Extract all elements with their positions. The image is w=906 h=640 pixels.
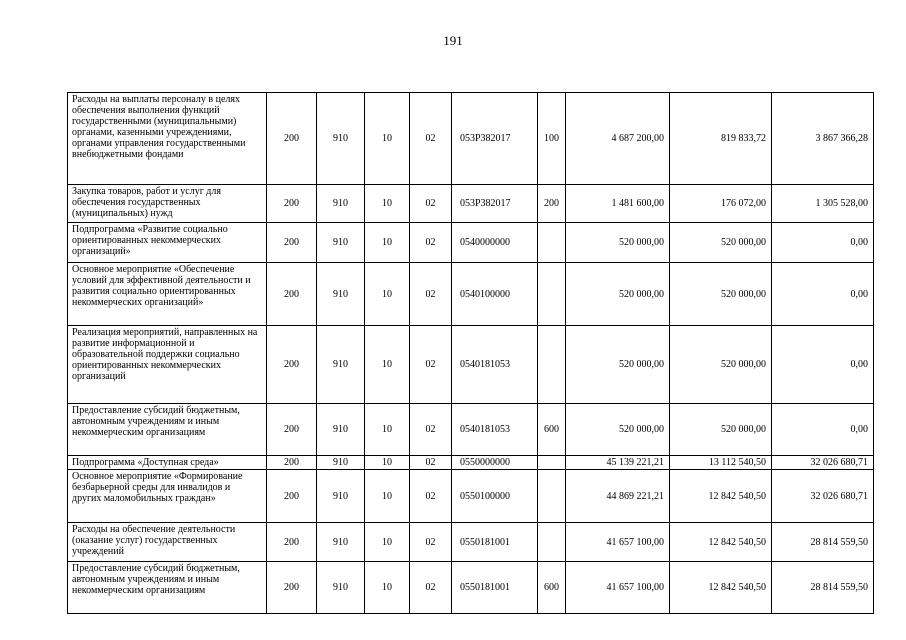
table-row: [68, 263, 874, 326]
cell-expense-kind: [538, 456, 566, 470]
cell-amount-3: 28 814 559,50: [772, 523, 874, 562]
cell-amount-1: 520 000,00: [566, 404, 670, 456]
cell-amount-3: 28 814 559,50: [772, 562, 874, 614]
cell-expense-kind: [538, 523, 566, 562]
cell-amount-3: 0,00: [772, 223, 874, 263]
cell-target-code: 0540181053: [452, 404, 538, 456]
cell-section: 10: [365, 326, 410, 404]
cell-expense-kind: 200: [538, 185, 566, 223]
cell-expense-kind: [538, 263, 566, 326]
row-name: Реализация мероприятий, направленных на развитие информационной и образовательной поддержки социально ориентированных некоммерческих организаций: [68, 326, 267, 404]
cell-target-code: 053P382017: [452, 185, 538, 223]
cell-subsection: 02: [410, 456, 452, 470]
cell-target-code: 0540100000: [452, 263, 538, 326]
cell-code-1: 200: [267, 223, 317, 263]
row-name: Расходы на выплаты персоналу в целях обеспечения выполнения функций государственными (муниципальными) органами, казенными учреждениями, органами управления государственными внебюджетными фондами: [68, 93, 267, 185]
table-row: [68, 93, 874, 185]
cell-target-code: 0550100000: [452, 470, 538, 523]
cell-amount-1: 4 687 200,00: [566, 93, 670, 185]
cell-subsection: 02: [410, 470, 452, 523]
cell-section: 10: [365, 223, 410, 263]
cell-subsection: 02: [410, 223, 452, 263]
row-name: Закупка товаров, работ и услуг для обеспечения государственных (муниципальных) нужд: [68, 185, 267, 223]
cell-code-2: 910: [317, 523, 365, 562]
cell-code-2: 910: [317, 326, 365, 404]
table-row: [68, 223, 874, 263]
cell-expense-kind: 100: [538, 93, 566, 185]
budget-table-body: [68, 93, 874, 614]
cell-amount-3: 32 026 680,71: [772, 470, 874, 523]
cell-section: 10: [365, 456, 410, 470]
row-name: Основное мероприятие «Формирование безбарьерной среды для инвалидов и других маломобильных граждан»: [68, 470, 267, 523]
cell-amount-3: 32 026 680,71: [772, 456, 874, 470]
cell-code-1: 200: [267, 562, 317, 614]
cell-subsection: 02: [410, 562, 452, 614]
cell-amount-1: 41 657 100,00: [566, 523, 670, 562]
cell-target-code: 0540181053: [452, 326, 538, 404]
cell-expense-kind: [538, 326, 566, 404]
table-row: [68, 523, 874, 562]
cell-amount-1: 520 000,00: [566, 223, 670, 263]
cell-amount-3: 3 867 366,28: [772, 93, 874, 185]
cell-code-2: 910: [317, 223, 365, 263]
cell-code-1: 200: [267, 326, 317, 404]
page-number: 191: [443, 33, 463, 48]
cell-expense-kind: 600: [538, 562, 566, 614]
cell-expense-kind: [538, 223, 566, 263]
cell-subsection: 02: [410, 185, 452, 223]
cell-code-1: 200: [267, 404, 317, 456]
row-name: Подпрограмма «Развитие социально ориентированных некоммерческих организаций»: [68, 223, 267, 263]
cell-code-2: 910: [317, 185, 365, 223]
row-name: Предоставление субсидий бюджетным, автономным учреждениям и иным некоммерческим организациям: [68, 404, 267, 456]
cell-code-1: 200: [267, 470, 317, 523]
row-name: Основное мероприятие «Обеспечение условий для эффективной деятельности и развития социально ориентированных некоммерческих организаций»: [68, 263, 267, 326]
cell-code-1: 200: [267, 456, 317, 470]
cell-amount-3: 0,00: [772, 326, 874, 404]
cell-subsection: 02: [410, 523, 452, 562]
cell-amount-1: 44 869 221,21: [566, 470, 670, 523]
cell-amount-1: 520 000,00: [566, 263, 670, 326]
cell-amount-2: 520 000,00: [670, 326, 772, 404]
table-row: [68, 456, 874, 470]
cell-subsection: 02: [410, 404, 452, 456]
table-row: [68, 562, 874, 614]
cell-amount-2: 12 842 540,50: [670, 523, 772, 562]
cell-amount-2: 520 000,00: [670, 263, 772, 326]
cell-section: 10: [365, 562, 410, 614]
table-row: [68, 470, 874, 523]
cell-code-1: 200: [267, 523, 317, 562]
cell-expense-kind: 600: [538, 404, 566, 456]
table-row: [68, 326, 874, 404]
cell-amount-3: 1 305 528,00: [772, 185, 874, 223]
cell-section: 10: [365, 523, 410, 562]
cell-code-2: 910: [317, 456, 365, 470]
cell-code-2: 910: [317, 263, 365, 326]
budget-table: [67, 92, 874, 614]
cell-target-code: 0550181001: [452, 523, 538, 562]
cell-section: 10: [365, 470, 410, 523]
cell-target-code: 053P382017: [452, 93, 538, 185]
cell-expense-kind: [538, 470, 566, 523]
cell-section: 10: [365, 93, 410, 185]
cell-amount-3: 0,00: [772, 263, 874, 326]
cell-amount-2: 12 842 540,50: [670, 470, 772, 523]
cell-code-2: 910: [317, 93, 365, 185]
cell-code-1: 200: [267, 185, 317, 223]
cell-amount-2: 12 842 540,50: [670, 562, 772, 614]
table-row: [68, 185, 874, 223]
cell-amount-2: 13 112 540,50: [670, 456, 772, 470]
cell-target-code: 0550000000: [452, 456, 538, 470]
cell-subsection: 02: [410, 263, 452, 326]
cell-amount-2: 520 000,00: [670, 404, 772, 456]
cell-section: 10: [365, 263, 410, 326]
cell-amount-2: 819 833,72: [670, 93, 772, 185]
cell-amount-1: 41 657 100,00: [566, 562, 670, 614]
cell-code-1: 200: [267, 263, 317, 326]
cell-section: 10: [365, 404, 410, 456]
cell-section: 10: [365, 185, 410, 223]
table-row: [68, 404, 874, 456]
cell-code-1: 200: [267, 93, 317, 185]
cell-subsection: 02: [410, 93, 452, 185]
row-name: Расходы на обеспечение деятельности (оказание услуг) государственных учреждений: [68, 523, 267, 562]
cell-subsection: 02: [410, 326, 452, 404]
cell-target-code: 0540000000: [452, 223, 538, 263]
cell-amount-3: 0,00: [772, 404, 874, 456]
cell-code-2: 910: [317, 404, 365, 456]
cell-code-2: 910: [317, 562, 365, 614]
cell-amount-2: 520 000,00: [670, 223, 772, 263]
cell-target-code: 0550181001: [452, 562, 538, 614]
cell-amount-2: 176 072,00: [670, 185, 772, 223]
cell-amount-1: 520 000,00: [566, 326, 670, 404]
row-name: Предоставление субсидий бюджетным, автономным учреждениям и иным некоммерческим организациям: [68, 562, 267, 614]
cell-amount-1: 45 139 221,21: [566, 456, 670, 470]
row-name: Подпрограмма «Доступная среда»: [68, 456, 267, 470]
cell-code-2: 910: [317, 470, 365, 523]
cell-amount-1: 1 481 600,00: [566, 185, 670, 223]
